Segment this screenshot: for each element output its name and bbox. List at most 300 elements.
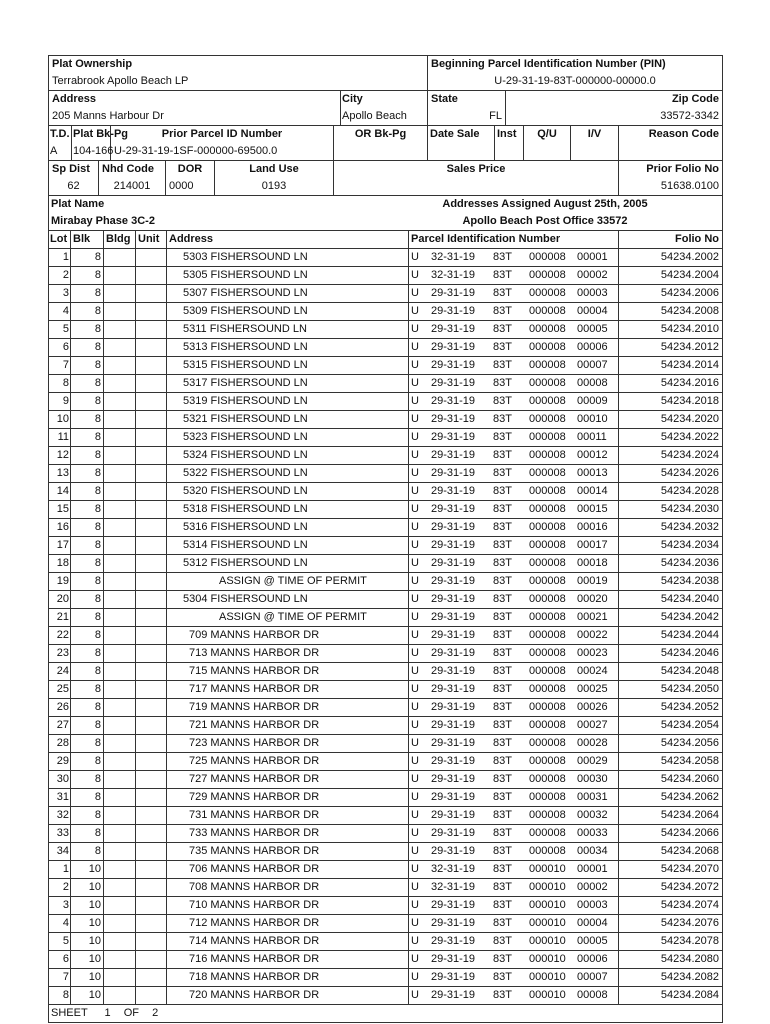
pin-lot: 00003 bbox=[577, 287, 608, 299]
lot-cell: 15 bbox=[49, 501, 71, 518]
pin-cell bbox=[409, 627, 619, 644]
address-cell: 715 MANNS HARBOR DR bbox=[167, 663, 409, 680]
pin-lot: 00009 bbox=[577, 395, 608, 407]
address-cell: 5307 FISHERSOUND LN bbox=[167, 285, 409, 302]
city-label: City bbox=[342, 93, 363, 105]
pin-section: 29-31-19 bbox=[431, 845, 476, 857]
table-row bbox=[49, 987, 722, 1005]
folio-cell: 54234.2076 bbox=[660, 917, 719, 929]
pin-prefix: U bbox=[411, 575, 419, 587]
pin-prefix: U bbox=[411, 557, 419, 569]
pin-lot: 00026 bbox=[577, 701, 608, 713]
table-row bbox=[49, 771, 722, 789]
address-cell: 710 MANNS HARBOR DR bbox=[167, 897, 409, 914]
pin-block: 000008 bbox=[529, 683, 566, 695]
spdist-value: 62 bbox=[67, 180, 80, 192]
bldg-cell bbox=[104, 609, 136, 626]
lot-cell: 25 bbox=[49, 681, 71, 698]
unit-cell bbox=[136, 537, 167, 554]
pin-block: 000010 bbox=[529, 935, 566, 947]
pin-block: 000010 bbox=[529, 971, 566, 983]
table-row bbox=[49, 375, 722, 393]
pin-lot: 00003 bbox=[577, 899, 608, 911]
blk-cell: 8 bbox=[71, 465, 104, 482]
pin-lot: 00018 bbox=[577, 557, 608, 569]
qu-label: Q/U bbox=[537, 128, 557, 140]
folio-cell: 54234.2048 bbox=[660, 665, 719, 677]
blk-cell: 8 bbox=[71, 663, 104, 680]
pin-section: 29-31-19 bbox=[431, 611, 476, 623]
lot-cell: 3 bbox=[49, 897, 71, 914]
spdist-label: Sp Dist bbox=[52, 163, 90, 175]
pin-lot: 00006 bbox=[577, 341, 608, 353]
lot-cell: 18 bbox=[49, 555, 71, 572]
address-row bbox=[49, 91, 722, 126]
folio-cell: 54234.2016 bbox=[660, 377, 719, 389]
plat-name-label: Plat Name bbox=[51, 198, 105, 210]
pin-subdivision: 83T bbox=[493, 881, 512, 893]
sheet-number: 1 bbox=[104, 1007, 111, 1019]
pin-block: 000010 bbox=[529, 899, 566, 911]
table-row bbox=[49, 861, 722, 879]
folio-cell: 54234.2072 bbox=[660, 881, 719, 893]
landuse-label: Land Use bbox=[249, 163, 299, 175]
pin-subdivision: 83T bbox=[493, 809, 512, 821]
unit-cell bbox=[136, 915, 167, 932]
folio-cell: 54234.2028 bbox=[660, 485, 719, 497]
folio-cell: 54234.2040 bbox=[660, 593, 719, 605]
blk-cell: 8 bbox=[71, 447, 104, 464]
folio-cell: 54234.2032 bbox=[660, 521, 719, 533]
pin-section: 29-31-19 bbox=[431, 359, 476, 371]
blk-cell: 8 bbox=[71, 843, 104, 860]
address-label: Address bbox=[52, 93, 97, 105]
pin-subdivision: 83T bbox=[493, 449, 512, 461]
pin-subdivision: 83T bbox=[493, 359, 512, 371]
pin-block: 000008 bbox=[529, 647, 566, 659]
pin-section: 29-31-19 bbox=[431, 809, 476, 821]
pin-cell bbox=[409, 807, 619, 824]
table-row bbox=[49, 555, 722, 573]
sales-price-label: Sales Price bbox=[446, 163, 506, 175]
pin-subdivision: 83T bbox=[493, 863, 512, 875]
lot-cell: 23 bbox=[49, 645, 71, 662]
blk-cell: 8 bbox=[71, 645, 104, 662]
pin-prefix: U bbox=[411, 431, 419, 443]
address-cell: 5323 FISHERSOUND LN bbox=[167, 429, 409, 446]
bldg-cell bbox=[104, 357, 136, 374]
unit-cell bbox=[136, 861, 167, 878]
folio-cell: 54234.2082 bbox=[660, 971, 719, 983]
pin-subdivision: 83T bbox=[493, 845, 512, 857]
table-row bbox=[49, 969, 722, 987]
pin-prefix: U bbox=[411, 809, 419, 821]
pin-subdivision: 83T bbox=[493, 773, 512, 785]
bldg-cell bbox=[104, 465, 136, 482]
unit-cell bbox=[136, 339, 167, 356]
pin-cell bbox=[409, 555, 619, 572]
pin-subdivision: 83T bbox=[493, 521, 512, 533]
pin-lot: 00015 bbox=[577, 503, 608, 515]
pin-section: 29-31-19 bbox=[431, 665, 476, 677]
pin-prefix: U bbox=[411, 341, 419, 353]
blk-cell: 10 bbox=[71, 861, 104, 878]
pin-lot: 00001 bbox=[577, 863, 608, 875]
pin-cell bbox=[409, 339, 619, 356]
lot-cell: 2 bbox=[49, 267, 71, 284]
pin-cell bbox=[409, 681, 619, 698]
pin-cell bbox=[409, 699, 619, 716]
pin-block: 000008 bbox=[529, 377, 566, 389]
pin-cell bbox=[409, 393, 619, 410]
blk-cell: 8 bbox=[71, 699, 104, 716]
pin-section: 29-31-19 bbox=[431, 953, 476, 965]
bldg-cell bbox=[104, 339, 136, 356]
folio-cell: 54234.2070 bbox=[660, 863, 719, 875]
bldg-cell bbox=[104, 699, 136, 716]
blk-cell: 8 bbox=[71, 483, 104, 500]
sheet-footer bbox=[49, 1005, 722, 1022]
pin-subdivision: 83T bbox=[493, 899, 512, 911]
lot-cell: 7 bbox=[49, 357, 71, 374]
folio-cell: 54234.2034 bbox=[660, 539, 719, 551]
pin-subdivision: 83T bbox=[493, 269, 512, 281]
folio-cell: 54234.2036 bbox=[660, 557, 719, 569]
pin-section: 29-31-19 bbox=[431, 485, 476, 497]
pin-section: 29-31-19 bbox=[431, 377, 476, 389]
unit-cell bbox=[136, 411, 167, 428]
pin-prefix: U bbox=[411, 953, 419, 965]
dor-value: 0000 bbox=[169, 180, 194, 192]
bldg-cell bbox=[104, 447, 136, 464]
pin-section: 29-31-19 bbox=[431, 971, 476, 983]
pin-block: 000008 bbox=[529, 791, 566, 803]
lot-cell: 12 bbox=[49, 447, 71, 464]
lot-cell: 5 bbox=[49, 321, 71, 338]
table-row bbox=[49, 753, 722, 771]
pin-block: 000008 bbox=[529, 431, 566, 443]
pin-cell bbox=[409, 897, 619, 914]
pin-prefix: U bbox=[411, 665, 419, 677]
pin-section: 29-31-19 bbox=[431, 323, 476, 335]
pin-section: 29-31-19 bbox=[431, 521, 476, 533]
table-row bbox=[49, 573, 722, 591]
pin-block: 000008 bbox=[529, 611, 566, 623]
address-cell: 5318 FISHERSOUND LN bbox=[167, 501, 409, 518]
address-cell: 723 MANNS HARBOR DR bbox=[167, 735, 409, 752]
unit-cell bbox=[136, 717, 167, 734]
folio-cell: 54234.2062 bbox=[660, 791, 719, 803]
pin-lot: 00012 bbox=[577, 449, 608, 461]
pin-block: 000008 bbox=[529, 575, 566, 587]
pin-subdivision: 83T bbox=[493, 305, 512, 317]
pin-cell bbox=[409, 321, 619, 338]
folio-cell: 54234.2006 bbox=[660, 287, 719, 299]
blk-cell: 10 bbox=[71, 897, 104, 914]
bldg-cell bbox=[104, 879, 136, 896]
unit-cell bbox=[136, 591, 167, 608]
table-row bbox=[49, 735, 722, 753]
table-row bbox=[49, 843, 722, 861]
unit-cell bbox=[136, 285, 167, 302]
lot-cell: 20 bbox=[49, 591, 71, 608]
pin-prefix: U bbox=[411, 539, 419, 551]
pin-prefix: U bbox=[411, 251, 419, 263]
bldg-cell bbox=[104, 483, 136, 500]
bldg-cell bbox=[104, 861, 136, 878]
pin-cell bbox=[409, 987, 619, 1004]
blk-cell: 10 bbox=[71, 879, 104, 896]
blk-cell: 10 bbox=[71, 933, 104, 950]
table-row bbox=[49, 249, 722, 267]
ownership-row bbox=[49, 56, 722, 91]
pin-subdivision: 83T bbox=[493, 485, 512, 497]
address-cell: 718 MANNS HARBOR DR bbox=[167, 969, 409, 986]
pin-section: 29-31-19 bbox=[431, 935, 476, 947]
pin-cell bbox=[409, 753, 619, 770]
address-cell: 5324 FISHERSOUND LN bbox=[167, 447, 409, 464]
folio-cell: 54234.2022 bbox=[660, 431, 719, 443]
blk-cell: 8 bbox=[71, 393, 104, 410]
pin-section: 29-31-19 bbox=[431, 467, 476, 479]
unit-cell bbox=[136, 555, 167, 572]
pin-cell bbox=[409, 717, 619, 734]
table-row bbox=[49, 663, 722, 681]
lot-cell: 30 bbox=[49, 771, 71, 788]
pin-subdivision: 83T bbox=[493, 719, 512, 731]
blk-cell: 8 bbox=[71, 753, 104, 770]
address-cell: 733 MANNS HARBOR DR bbox=[167, 825, 409, 842]
pin-prefix: U bbox=[411, 269, 419, 281]
date-sale-label: Date Sale bbox=[430, 128, 480, 140]
unit-cell bbox=[136, 267, 167, 284]
pin-cell bbox=[409, 357, 619, 374]
pin-lot: 00002 bbox=[577, 269, 608, 281]
pin-subdivision: 83T bbox=[493, 737, 512, 749]
folio-cell: 54234.2018 bbox=[660, 395, 719, 407]
address-cell: 5317 FISHERSOUND LN bbox=[167, 375, 409, 392]
blk-cell: 8 bbox=[71, 717, 104, 734]
pin-prefix: U bbox=[411, 719, 419, 731]
lot-cell: 8 bbox=[49, 375, 71, 392]
pin-cell bbox=[409, 573, 619, 590]
pin-prefix: U bbox=[411, 305, 419, 317]
pin-lot: 00006 bbox=[577, 953, 608, 965]
reason-label: Reason Code bbox=[648, 128, 719, 140]
blk-cell: 8 bbox=[71, 267, 104, 284]
pin-section: 29-31-19 bbox=[431, 341, 476, 353]
pin-prefix: U bbox=[411, 485, 419, 497]
blk-cell: 8 bbox=[71, 375, 104, 392]
address-cell: 5303 FISHERSOUND LN bbox=[167, 249, 409, 266]
pin-block: 000008 bbox=[529, 521, 566, 533]
bldg-cell bbox=[104, 627, 136, 644]
blk-cell: 8 bbox=[71, 303, 104, 320]
pin-cell bbox=[409, 969, 619, 986]
address-cell: 716 MANNS HARBOR DR bbox=[167, 951, 409, 968]
pin-prefix: U bbox=[411, 359, 419, 371]
pin-cell bbox=[409, 915, 619, 932]
state-value: FL bbox=[489, 110, 502, 122]
address-cell: ASSIGN @ TIME OF PERMIT bbox=[167, 573, 409, 590]
unit-cell bbox=[136, 699, 167, 716]
pin-prefix: U bbox=[411, 917, 419, 929]
pin-subdivision: 83T bbox=[493, 665, 512, 677]
pin-block: 000008 bbox=[529, 323, 566, 335]
parcel-sheet bbox=[48, 55, 723, 1023]
unit-cell bbox=[136, 951, 167, 968]
bldg-cell bbox=[104, 915, 136, 932]
bldg-cell bbox=[104, 663, 136, 680]
lot-cell: 13 bbox=[49, 465, 71, 482]
lot-cell: 19 bbox=[49, 573, 71, 590]
folio-cell: 54234.2004 bbox=[660, 269, 719, 281]
table-row bbox=[49, 681, 722, 699]
address-cell: 735 MANNS HARBOR DR bbox=[167, 843, 409, 860]
pin-section: 29-31-19 bbox=[431, 539, 476, 551]
pin-lot: 00033 bbox=[577, 827, 608, 839]
landuse-value: 0193 bbox=[261, 180, 287, 192]
bldg-cell bbox=[104, 735, 136, 752]
blk-cell: 8 bbox=[71, 411, 104, 428]
address-cell: 5304 FISHERSOUND LN bbox=[167, 591, 409, 608]
unit-cell bbox=[136, 483, 167, 500]
lot-cell: 17 bbox=[49, 537, 71, 554]
table-row bbox=[49, 879, 722, 897]
unit-cell bbox=[136, 807, 167, 824]
pin-block: 000010 bbox=[529, 917, 566, 929]
address-cell: 725 MANNS HARBOR DR bbox=[167, 753, 409, 770]
pin-subdivision: 83T bbox=[493, 539, 512, 551]
owner-label: Plat Ownership bbox=[52, 58, 133, 70]
pin-subdivision: 83T bbox=[493, 557, 512, 569]
lot-cell: 2 bbox=[49, 879, 71, 896]
blk-cell: 8 bbox=[71, 807, 104, 824]
pin-cell bbox=[409, 843, 619, 860]
pin-prefix: U bbox=[411, 449, 419, 461]
td-value: A bbox=[50, 145, 58, 157]
pin-block: 000008 bbox=[529, 341, 566, 353]
bldg-cell bbox=[104, 753, 136, 770]
unit-cell bbox=[136, 375, 167, 392]
pin-section: 29-31-19 bbox=[431, 413, 476, 425]
unit-cell bbox=[136, 321, 167, 338]
table-row bbox=[49, 717, 722, 735]
folio-cell: 54234.2084 bbox=[660, 989, 719, 1001]
inst-label: Inst bbox=[497, 128, 517, 140]
prior-pin-value: U-29-31-19-1SF-000000-69500.0 bbox=[114, 145, 278, 157]
table-row bbox=[49, 285, 722, 303]
pin-subdivision: 83T bbox=[493, 251, 512, 263]
table-row bbox=[49, 591, 722, 609]
address-cell: 706 MANNS HARBOR DR bbox=[167, 861, 409, 878]
pin-subdivision: 83T bbox=[493, 755, 512, 767]
bldg-cell bbox=[104, 429, 136, 446]
pin-prefix: U bbox=[411, 323, 419, 335]
table-row bbox=[49, 897, 722, 915]
pin-section: 29-31-19 bbox=[431, 917, 476, 929]
sheet-label: SHEET bbox=[51, 1007, 88, 1019]
pin-block: 000008 bbox=[529, 665, 566, 677]
pin-block: 000008 bbox=[529, 845, 566, 857]
pin-lot: 00001 bbox=[577, 251, 608, 263]
table-row bbox=[49, 699, 722, 717]
folio-cell: 54234.2060 bbox=[660, 773, 719, 785]
pin-block: 000008 bbox=[529, 701, 566, 713]
lot-cell: 3 bbox=[49, 285, 71, 302]
pin-section: 29-31-19 bbox=[431, 593, 476, 605]
folio-cell: 54234.2012 bbox=[660, 341, 719, 353]
bldg-cell bbox=[104, 681, 136, 698]
pin-prefix: U bbox=[411, 791, 419, 803]
pin-prefix: U bbox=[411, 827, 419, 839]
bldg-cell bbox=[104, 771, 136, 788]
lot-cell: 4 bbox=[49, 915, 71, 932]
unit-cell bbox=[136, 573, 167, 590]
lot-cell: 11 bbox=[49, 429, 71, 446]
pin-section: 29-31-19 bbox=[431, 755, 476, 767]
lot-cell: 4 bbox=[49, 303, 71, 320]
pin-subdivision: 83T bbox=[493, 323, 512, 335]
lot-cell: 31 bbox=[49, 789, 71, 806]
pin-section: 29-31-19 bbox=[431, 395, 476, 407]
pin-cell bbox=[409, 789, 619, 806]
pin-value: U-29-31-19-83T-000000-00000.0 bbox=[494, 75, 656, 87]
unit-cell bbox=[136, 825, 167, 842]
address-cell: 5312 FISHERSOUND LN bbox=[167, 555, 409, 572]
pin-lot: 00034 bbox=[577, 845, 608, 857]
pin-prefix: U bbox=[411, 467, 419, 479]
bldg-cell bbox=[104, 969, 136, 986]
unit-cell bbox=[136, 987, 167, 1004]
pin-subdivision: 83T bbox=[493, 395, 512, 407]
folio-cell: 54234.2074 bbox=[660, 899, 719, 911]
unit-cell bbox=[136, 429, 167, 446]
pin-section: 29-31-19 bbox=[431, 719, 476, 731]
pin-block: 000008 bbox=[529, 629, 566, 641]
pin-section: 29-31-19 bbox=[431, 503, 476, 515]
unit-cell bbox=[136, 789, 167, 806]
pin-block: 000008 bbox=[529, 539, 566, 551]
unit-cell bbox=[136, 447, 167, 464]
folio-cell: 54234.2068 bbox=[660, 845, 719, 857]
col-pin: Parcel Identification Number bbox=[409, 231, 619, 248]
pin-block: 000010 bbox=[529, 863, 566, 875]
pin-cell bbox=[409, 771, 619, 788]
blk-cell: 8 bbox=[71, 357, 104, 374]
unit-cell bbox=[136, 843, 167, 860]
bldg-cell bbox=[104, 789, 136, 806]
pin-section: 29-31-19 bbox=[431, 737, 476, 749]
unit-cell bbox=[136, 501, 167, 518]
bldg-cell bbox=[104, 951, 136, 968]
address-cell: 720 MANNS HARBOR DR bbox=[167, 987, 409, 1004]
col-blk: Blk bbox=[71, 231, 104, 248]
pin-block: 000008 bbox=[529, 773, 566, 785]
table-row bbox=[49, 411, 722, 429]
table-row bbox=[49, 789, 722, 807]
pin-cell bbox=[409, 609, 619, 626]
pin-prefix: U bbox=[411, 521, 419, 533]
table-row bbox=[49, 519, 722, 537]
unit-cell bbox=[136, 609, 167, 626]
folio-cell: 54234.2058 bbox=[660, 755, 719, 767]
unit-cell bbox=[136, 645, 167, 662]
table-row bbox=[49, 807, 722, 825]
city-value: Apollo Beach bbox=[342, 110, 407, 122]
bldg-cell bbox=[104, 573, 136, 590]
pin-cell bbox=[409, 537, 619, 554]
